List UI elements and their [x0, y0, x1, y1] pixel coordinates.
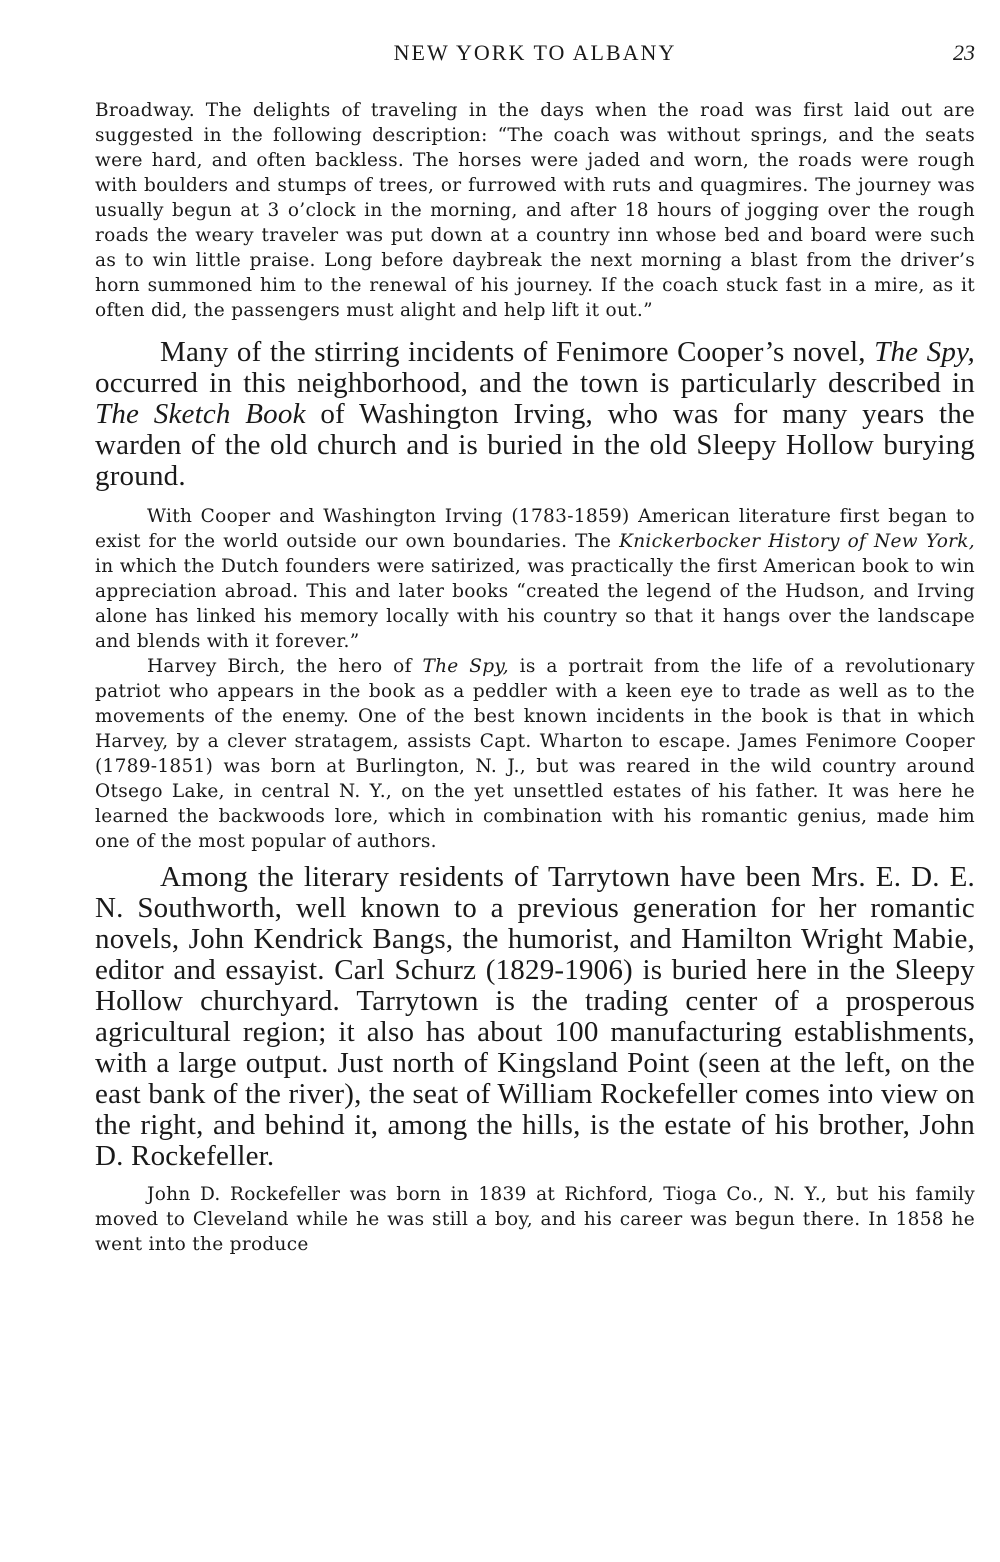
- paragraph-coach-travel: Broadway. The delights of traveling in the days when the road was first laid out are suggested in the following description: “The coach was without springs, and the seats were hard, and often backless. The horses were jaded and worn, the roads were rough with boulders and stumps of trees, or furrowed with ruts and quagmires. The journey was usually begun at 3 o’clock in the morning, and after 18 hours of jogging over the rough roads the weary traveler was put down at a country inn whose bed and board were such as to win little praise. Long before daybreak the next morning a blast from the driver’s horn summoned him to the renewal of his journey. If the coach stuck fast in a mire, as it often did, the passengers must alight and help lift it out.”: [95, 100, 975, 321]
- running-head: [95, 40, 975, 74]
- paragraph-harvey-birch: [95, 654, 975, 854]
- text-segment: occurred in this neighborhood, and the town is particularly described in: [95, 367, 975, 399]
- paragraph-the-spy: [95, 337, 975, 492]
- text-segment: With Cooper and Washington Irving (1783-1859) American literature first began to exist for the world outside our own boundaries. The: [95, 506, 975, 552]
- paragraph-irving: [95, 504, 975, 654]
- page-body: [95, 98, 975, 1257]
- text-segment: of Washington Irving, who was for many years the warden of the old church and is buried in the old Sleepy Hollow burying ground.: [95, 398, 976, 492]
- book-title-knickerbocker: Knickerbocker History of New York,: [619, 531, 975, 552]
- paragraph-tarrytown: Among the literary residents of Tarrytown have been Mrs. E. D. E. N. Southworth, well known to a previous generation for her romantic novels, John Kendrick Bangs, the humorist, and Hamilton Wright Mabie, editor and essayist. Carl Schurz (1829-1906) is buried here in the Sleepy Hollow churchyard. Tarrytown is the trading center of a prosperous agricultural region; it also has about 100 manufacturing establishments, with a large output. Just north of Kingsland Point (seen at the left, on the east bank of the river), the seat of William Rockefeller comes into view on the right, and behind it, among the hills, is the estate of his brother, John D. Rockefeller.: [95, 861, 975, 1172]
- page-number: 23: [953, 40, 975, 65]
- text-segment: is a portrait from the life of a revolutionary patriot who appears in the book as a peddler with a keen eye to trade as well as to the movements of the enemy. One of the best known incidents in the book is that in which Harvey, by a clever stratagem, assists Capt. Wharton to escape. James Fenimore Cooper (1789-1851) was born at Burlington, N. J., but was reared in the wild country around Otsego Lake, in central N. Y., on the yet unsettled estates of his father. It was here he learned the backwoods lore, which in combination with his romantic genius, made him one of the most popular of authors.: [95, 656, 976, 852]
- book-title-the-spy: The Spy,: [874, 336, 975, 368]
- book-title-the-spy: The Spy,: [422, 656, 509, 677]
- running-title: NEW YORK TO ALBANY: [393, 40, 677, 65]
- text-segment: Many of the stirring incidents of Fenimore Cooper’s novel,: [160, 336, 875, 368]
- book-title-sketch-book: The Sketch Book: [95, 398, 306, 430]
- paragraph-rockefeller: John D. Rockefeller was born in 1839 at Richford, Tioga Co., N. Y., but his family moved to Cleveland while he was still a boy, and his career was begun there. In 1858 he went into the produce: [95, 1184, 975, 1255]
- text-segment: in which the Dutch founders were satirized, was practically the first American book to win appreciation abroad. This and later books “created the legend of the Hudson, and Irving alone has linked his memory locally with his country so that it hangs over the landscape and blends with it forever.”: [95, 556, 975, 652]
- text-segment: Harvey Birch, the hero of: [147, 656, 423, 677]
